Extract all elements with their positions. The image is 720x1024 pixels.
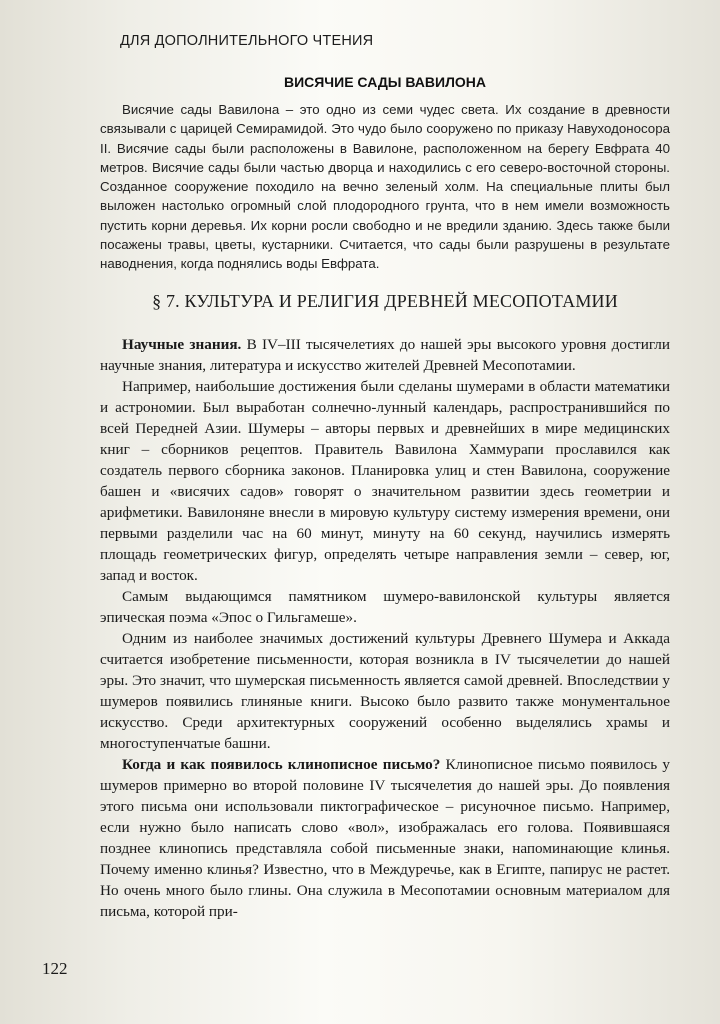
paragraph [100,628,670,754]
paragraph [100,586,670,628]
box-text: Висячие сады Вавилона – это одно из семи чудес света. Их создание в древности связывали с царицей Семирамидой. Это чудо было сооружено по приказу Навуходоносора II. Висячие сады были расположены в Вавилоне, расположенном на берегу Евфрата 40 метров. Висячие сады были частью дворца и находились с его северо-восточной стороны. Созданное сооружение походило на вечно зеленый холм. На специальные плиты был выложен настолько огромный слой плодородного грунта, что в нем имели возможность пустить корни деревья. Их корни росли свободно и не вредили зданию. Здесь также были посажены травы, цветы, кустарники. Считается, что сады были разрушены в результате наводнения, когда поднялись воды Евфрата. [100,102,670,272]
paragraph [100,334,670,376]
paragraph [100,376,670,586]
section-title: § 7. КУЛЬТУРА И РЕЛИГИЯ ДРЕВНЕЙ МЕСОПОТАМИИ [152,291,618,311]
page-number: 122 [42,959,68,978]
supplementary-reading-label: ДЛЯ ДОПОЛНИТЕЛЬНОГО ЧТЕНИЯ [120,33,374,49]
box-title: ВИСЯЧИЕ САДЫ ВАВИЛОНА [283,74,487,90]
paragraph-text: Одним из наиболее значимых достижений культуры Древнего Шумера и Аккада считается изобретение письменности, которая возникла в IV тысячелетии до нашей эры. Это значит, что шумерская письменность является самой древней. Впоследствии у шумеров появились глиняные книги. Высоко было развито также монументальное искусство. Среди архитектурных сооружений особенно выделялись храмы и многоступенчатые башни. [100,630,670,752]
paragraph-text: Например, наибольшие достижения были сделаны шумерами в области математики и астрономии. Был выработан солнечно-лунный календарь, распространившийся по всей Передней Азии. Шумеры – авторы первых и древнейших в мире медицинских книг – сборников рецептов. Правитель Вавилона Хаммурапи прославился как создатель первого сборника законов. Планировка улиц и стен Вавилона, сооружение башен и «висячих садов» говорят о значительном развитии здесь геометрии и арифметики. Вавилоняне внесли в мировую культуру систему измерения времени, они первыми разделили час на 60 минут, минуту на 60 секунд, научились измерять площадь геометрических фигур, определять четыре направления земли – север, юг, запад и восток. [100,378,670,584]
paragraph-text: В IV–III тысячелетиях до нашей эры высокого уровня достигли научные знания, литература и искусство жителей Древней Месопотамии. [100,336,670,374]
paragraph-text: Самым выдающимся памятником шумеро-вавилонской культуры является эпическая поэма «Эпос о Гильгамеше». [100,588,670,626]
paragraph-text: Клинописное письмо появилось у шумеров примерно во второй половине IV тысячелетия до нашей эры. До появления этого письма они использовали пиктографическое – рисуночное письмо. Например, если нужно было написать слово «вол», изображалась его голова. Появившаяся позднее клинопись представляла собой письменные знаки, напоминающие клинья. Почему именно клинья? Известно, что в Междуречье, как в Египте, папирус не растет. Но очень много было глины. Она служила в Месопотамии основным материалом для письма, которой при- [100,756,671,920]
paragraph-lead: Когда и как появилось клинописное письмо? [122,756,441,773]
body-text [100,334,670,922]
paragraph [100,754,670,922]
paragraph-lead: Научные знания. [122,336,242,353]
